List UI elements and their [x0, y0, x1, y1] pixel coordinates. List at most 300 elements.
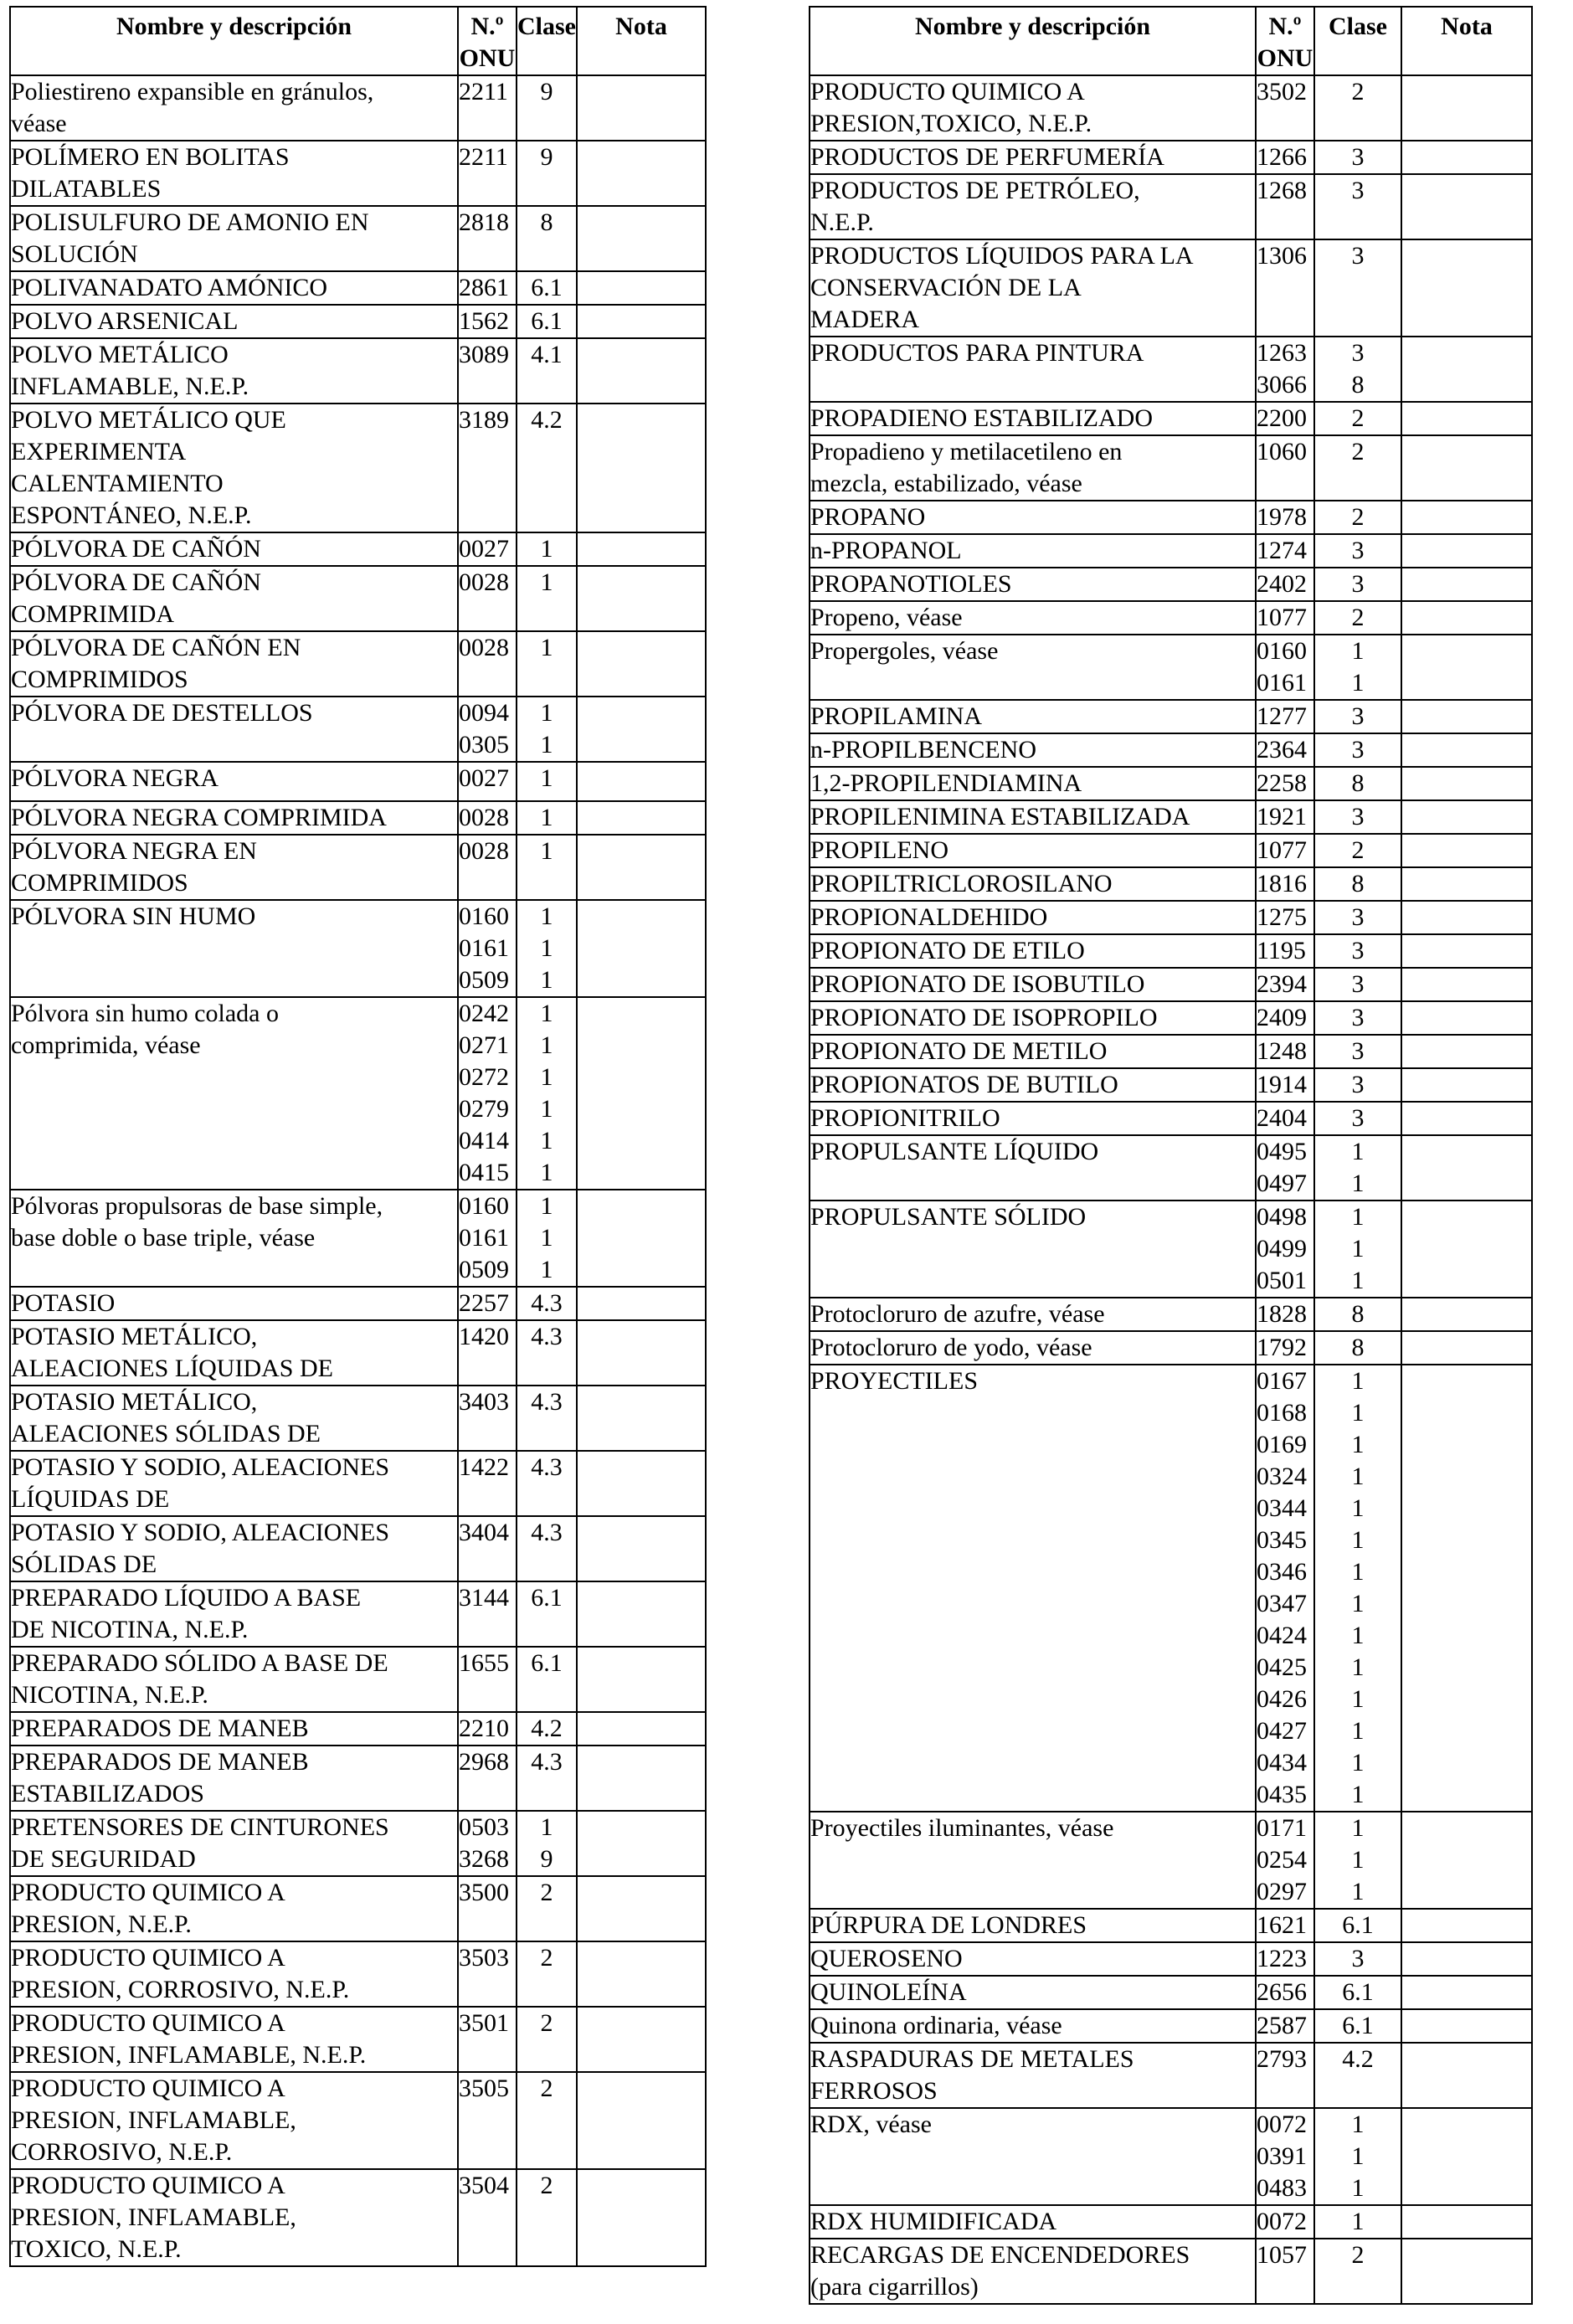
un-number: 1655 — [459, 1649, 509, 1677]
entry-name-cell — [810, 2043, 1256, 2108]
un-number-cell — [458, 1287, 517, 1320]
un-number: 0509 — [459, 966, 509, 994]
note-cell — [1401, 1035, 1532, 1068]
header-un-number: N.º ONU — [458, 7, 517, 75]
note-cell — [1401, 1365, 1532, 1812]
entry-name: PÓLVORA SIN HUMO — [11, 902, 256, 930]
note-cell — [1401, 1331, 1532, 1365]
hazard-class-cell — [517, 566, 577, 631]
hazard-class: 3 — [1351, 1945, 1365, 1972]
un-number: 2258 — [1257, 769, 1307, 797]
hazard-class: 6.1 — [531, 274, 563, 301]
table-row — [10, 271, 706, 305]
hazard-class-cell — [1314, 2108, 1401, 2205]
hazard-class: 1 — [540, 1192, 553, 1220]
hazard-class-cell — [1314, 2239, 1401, 2304]
un-number-cell — [458, 1451, 517, 1516]
note-cell — [1401, 337, 1532, 402]
un-number: 1263 — [1257, 339, 1307, 367]
entry-name: POLIVANADATO AMÓNICO — [11, 274, 328, 301]
hazard-class: 2 — [1351, 78, 1365, 105]
hazard-class: 1 — [1351, 1431, 1365, 1458]
entry-name: POLISULFURO DE AMONIO EN — [11, 208, 369, 236]
entry-name-cell — [810, 1298, 1256, 1331]
hazard-class: 9 — [540, 78, 553, 105]
un-number: 0497 — [1257, 1170, 1307, 1197]
hazard-class-cell — [517, 835, 577, 900]
note-cell — [1401, 1068, 1532, 1102]
un-number: 1277 — [1257, 702, 1307, 730]
hazard-class: 1 — [540, 764, 553, 792]
entry-name: Proyectiles iluminantes, véase — [810, 1814, 1114, 1842]
un-number-cell — [1256, 1365, 1314, 1812]
hazard-class-cell — [1314, 901, 1401, 934]
entry-name: CORROSIVO, N.E.P. — [11, 2138, 233, 2166]
table-row — [10, 1746, 706, 1811]
note-cell — [1401, 2108, 1532, 2205]
note-cell — [577, 305, 706, 338]
note-cell — [1401, 800, 1532, 834]
un-number: 0072 — [1257, 2208, 1307, 2235]
note-cell — [1401, 568, 1532, 601]
entry-name-cell — [10, 404, 458, 532]
entry-name: PROPULSANTE SÓLIDO — [810, 1203, 1087, 1231]
hazard-class: 1 — [1351, 1463, 1365, 1490]
hazard-class-cell — [517, 1320, 577, 1386]
entry-name-cell — [10, 1320, 458, 1386]
entry-name-cell — [10, 2169, 458, 2266]
un-number-cell — [1256, 867, 1314, 901]
hazard-class: 2 — [540, 1944, 553, 1972]
un-number: 0427 — [1257, 1717, 1307, 1745]
un-number: 1562 — [459, 307, 509, 335]
table-row — [810, 1035, 1532, 1068]
table-row — [10, 835, 706, 900]
table-row — [810, 75, 1532, 141]
note-cell — [577, 1811, 706, 1876]
entry-name-cell — [810, 2239, 1256, 2304]
note-cell — [1401, 1201, 1532, 1298]
entry-name: PROPILENO — [810, 836, 949, 864]
entry-name: PROPIONATO DE ETILO — [810, 937, 1085, 964]
note-cell — [1401, 1812, 1532, 1909]
table-row — [810, 800, 1532, 834]
un-number: 1223 — [1257, 1945, 1307, 1972]
un-number-cell — [458, 2169, 517, 2266]
un-number: 1195 — [1257, 937, 1306, 964]
entry-name-cell — [10, 271, 458, 305]
hazard-class-cell — [1314, 1365, 1401, 1812]
note-cell — [1401, 635, 1532, 700]
un-number-cell — [458, 1746, 517, 1811]
entry-name: POLÍMERO EN BOLITAS — [11, 143, 290, 171]
un-number: 3089 — [459, 341, 509, 368]
table-row — [810, 1298, 1532, 1331]
entry-name-cell — [10, 305, 458, 338]
entry-name-cell — [810, 75, 1256, 141]
entry-name: Pólvoras propulsoras de base simple, — [11, 1192, 383, 1220]
entry-name: PRESION, INFLAMABLE, — [11, 2203, 296, 2231]
table-row — [810, 568, 1532, 601]
hazard-class-cell — [517, 1746, 577, 1811]
un-number: 0297 — [1257, 1878, 1307, 1905]
un-number: 0160 — [1257, 637, 1307, 665]
entry-name: PROPIONALDEHIDO — [810, 903, 1048, 931]
note-cell — [577, 631, 706, 697]
entry-name: comprimida, véase — [11, 1031, 201, 1059]
header-un-number: N.º ONU — [1256, 7, 1314, 75]
un-number-cell — [1256, 435, 1314, 501]
entry-name: POLVO ARSENICAL — [11, 307, 239, 335]
table-row — [810, 534, 1532, 568]
note-cell — [577, 1746, 706, 1811]
entry-name: mezcla, estabilizado, véase — [810, 470, 1082, 497]
hazard-class-cell — [1314, 767, 1401, 800]
un-number: 0483 — [1257, 2174, 1307, 2202]
un-number: 1060 — [1257, 438, 1307, 465]
un-number: 0435 — [1257, 1781, 1307, 1808]
entry-name-cell — [10, 2072, 458, 2169]
un-number: 2793 — [1257, 2045, 1307, 2073]
table-row — [10, 697, 706, 762]
un-number-cell — [1256, 767, 1314, 800]
entry-name-cell — [10, 1712, 458, 1746]
entry-name: PRESION, CORROSIVO, N.E.P. — [11, 1976, 350, 2003]
un-number: 1077 — [1257, 836, 1307, 864]
hazard-class: 4.3 — [531, 1519, 563, 1546]
hazard-class: 2 — [1351, 438, 1365, 465]
entry-name: PROPIONATO DE METILO — [810, 1037, 1108, 1065]
entry-name: PÓLVORA DE CAÑÓN — [11, 568, 261, 596]
hazard-class: 1 — [1351, 1685, 1365, 1713]
un-number-cell — [1256, 1976, 1314, 2009]
note-cell — [1401, 700, 1532, 733]
hazard-class: 1 — [540, 731, 553, 758]
table-row — [810, 901, 1532, 934]
entry-name: PRODUCTOS DE PETRÓLEO, — [810, 177, 1140, 204]
entry-name: QUINOLEÍNA — [810, 1978, 967, 2006]
entry-name: Propeno, véase — [810, 604, 963, 631]
un-number: 0272 — [459, 1063, 509, 1091]
entry-name-cell — [810, 1201, 1256, 1298]
un-number: 1420 — [459, 1323, 509, 1350]
hazard-class: 6.1 — [531, 1649, 563, 1677]
un-number-cell — [458, 1647, 517, 1712]
un-number: 0242 — [459, 1000, 509, 1027]
entry-name-cell — [10, 206, 458, 271]
hazard-class: 3 — [1351, 1037, 1365, 1065]
entry-name: 1,2-PROPILENDIAMINA — [810, 769, 1082, 797]
note-cell — [1401, 934, 1532, 968]
un-number: 1274 — [1257, 537, 1307, 564]
entry-name: Protocloruro de yodo, véase — [810, 1334, 1092, 1361]
hazard-class-cell — [1314, 2043, 1401, 2108]
hazard-class: 1 — [540, 568, 553, 596]
hazard-class-cell — [517, 801, 577, 835]
un-number: 0161 — [459, 1224, 509, 1252]
table-row — [810, 700, 1532, 733]
table-row — [10, 762, 706, 801]
un-number-cell — [458, 697, 517, 762]
entry-name: COMPRIMIDOS — [11, 666, 188, 693]
entry-name: PREPARADO LÍQUIDO A BASE — [11, 1584, 362, 1612]
hazard-class: 1 — [540, 1159, 553, 1186]
entry-name: POLVO METÁLICO — [11, 341, 229, 368]
table-row — [810, 141, 1532, 174]
table-row — [810, 2205, 1532, 2239]
hazard-class-cell — [517, 1516, 577, 1581]
note-cell — [577, 1190, 706, 1287]
entry-name-cell — [10, 631, 458, 697]
hazard-class: 1 — [540, 1063, 553, 1091]
hazard-class: 3 — [1351, 1104, 1365, 1132]
entry-name: COMPRIMIDA — [11, 600, 175, 628]
entry-name-cell — [10, 2007, 458, 2072]
entry-name-cell — [10, 1581, 458, 1647]
un-number: 1057 — [1257, 2241, 1307, 2269]
hazard-class: 1 — [1351, 1526, 1365, 1554]
note-cell — [577, 697, 706, 762]
table-row — [810, 2239, 1532, 2304]
hazard-class: 1 — [1351, 1138, 1365, 1165]
hazard-class: 2 — [540, 2009, 553, 2037]
note-cell — [577, 271, 706, 305]
entry-name-cell — [810, 1331, 1256, 1365]
hazard-class: 6.1 — [531, 1584, 563, 1612]
note-cell — [577, 338, 706, 404]
hazard-class: 1 — [1351, 1399, 1365, 1427]
entry-name: FERROSOS — [810, 2077, 938, 2105]
note-cell — [1401, 2043, 1532, 2108]
un-number: 3403 — [459, 1388, 509, 1416]
entry-name: PROPIONATOS DE BUTILO — [810, 1071, 1118, 1098]
un-number: 0072 — [1257, 2111, 1307, 2138]
un-number: 2211 — [459, 143, 508, 171]
un-number: 1266 — [1257, 143, 1307, 171]
entry-name: Propadieno y metilacetileno en — [810, 438, 1123, 465]
entry-name: POTASIO Y SODIO, ALEACIONES — [11, 1519, 390, 1546]
table-row — [810, 934, 1532, 968]
un-number: 0434 — [1257, 1749, 1307, 1776]
un-number-cell — [458, 404, 517, 532]
entry-name: INFLAMABLE, N.E.P. — [11, 373, 249, 400]
table-row — [10, 206, 706, 271]
un-number: 0271 — [459, 1031, 509, 1059]
hazard-class: 3 — [1351, 903, 1365, 931]
hazard-class: 4.2 — [1342, 2045, 1374, 2073]
hazard-class-cell — [1314, 1909, 1401, 1942]
hazard-class: 1 — [1351, 2208, 1365, 2235]
note-cell — [1401, 834, 1532, 867]
table-row — [10, 900, 706, 997]
entry-name: (para cigarrillos) — [810, 2273, 979, 2301]
table-row — [10, 1811, 706, 1876]
entry-name: RDX, véase — [810, 2111, 932, 2138]
hazard-class: 1 — [1351, 637, 1365, 665]
note-cell — [577, 1647, 706, 1712]
entry-name: COMPRIMIDOS — [11, 869, 188, 897]
un-number-cell — [458, 1190, 517, 1287]
hazard-class: 1 — [1351, 1367, 1365, 1395]
note-cell — [1401, 867, 1532, 901]
hazard-class: 3 — [1351, 1071, 1365, 1098]
hazard-class: 8 — [540, 208, 553, 236]
hazard-class: 1 — [1351, 669, 1365, 697]
entry-name: RDX HUMIDIFICADA — [810, 2208, 1057, 2235]
hazard-class: 1 — [1351, 1622, 1365, 1649]
entry-name-cell — [810, 1001, 1256, 1035]
un-number-cell — [1256, 239, 1314, 337]
entry-name: PREPARADOS DE MANEB — [11, 1748, 309, 1776]
table-row — [10, 1320, 706, 1386]
header-row — [810, 7, 1532, 75]
un-number: 0345 — [1257, 1526, 1307, 1554]
table-row — [810, 635, 1532, 700]
hazard-class-cell — [1314, 435, 1401, 501]
un-number: 0094 — [459, 699, 509, 727]
entry-name-cell — [10, 1746, 458, 1811]
hazard-class: 1 — [1351, 2174, 1365, 2202]
entry-name: PRODUCTOS PARA PINTURA — [810, 339, 1144, 367]
table-row — [810, 601, 1532, 635]
un-number: 2210 — [459, 1715, 509, 1742]
table-row — [810, 1135, 1532, 1201]
hazard-class: 1 — [1351, 1717, 1365, 1745]
table-row — [810, 2108, 1532, 2205]
hazard-class-cell — [1314, 337, 1401, 402]
hazard-class-cell — [1314, 1298, 1401, 1331]
hazard-class: 8 — [1351, 769, 1365, 797]
entry-name: Protocloruro de azufre, véase — [810, 1300, 1105, 1328]
un-number-cell — [1256, 1812, 1314, 1909]
table-row — [810, 968, 1532, 1001]
entry-name: PRODUCTO QUIMICO A — [11, 2075, 285, 2102]
un-number: 0167 — [1257, 1367, 1307, 1395]
hazard-class: 2 — [1351, 2241, 1365, 2269]
un-number: 0501 — [1257, 1267, 1307, 1294]
un-number: 2409 — [1257, 1004, 1307, 1031]
hazard-class-cell — [1314, 700, 1401, 733]
un-number-cell — [458, 1386, 517, 1451]
hazard-class: 1 — [1351, 1494, 1365, 1522]
table-row — [810, 1102, 1532, 1135]
hazard-class-cell — [1314, 2009, 1401, 2043]
un-number: 3500 — [459, 1879, 509, 1906]
note-cell — [1401, 1976, 1532, 2009]
un-number-cell — [1256, 601, 1314, 635]
table-row — [10, 305, 706, 338]
hazard-class-cell — [1314, 1102, 1401, 1135]
un-number-cell — [458, 835, 517, 900]
un-number: 0027 — [459, 764, 509, 792]
entry-name-cell — [810, 733, 1256, 767]
header-note: Nota — [577, 7, 706, 75]
hazard-class-cell — [517, 631, 577, 697]
entry-name: n-PROPANOL — [810, 537, 962, 564]
table-row — [10, 1287, 706, 1320]
un-number-cell — [1256, 800, 1314, 834]
un-number-cell — [458, 1941, 517, 2007]
note-cell — [1401, 2009, 1532, 2043]
entry-name-cell — [10, 1811, 458, 1876]
entry-name: PRODUCTOS LÍQUIDOS PARA LA — [810, 242, 1194, 270]
note-cell — [577, 1516, 706, 1581]
hazard-class: 6.1 — [1342, 1911, 1374, 1939]
hazard-class-cell — [517, 1581, 577, 1647]
un-number: 1914 — [1257, 1071, 1307, 1098]
un-number-cell — [458, 2007, 517, 2072]
table-row — [10, 1876, 706, 1941]
table-row — [810, 1942, 1532, 1976]
table-row — [10, 1941, 706, 2007]
table-row — [810, 2043, 1532, 2108]
hazard-class-cell — [1314, 1976, 1401, 2009]
hazard-class: 1 — [1351, 2142, 1365, 2170]
entry-name-cell — [10, 532, 458, 566]
note-cell — [1401, 1942, 1532, 1976]
un-number: 2404 — [1257, 1104, 1307, 1132]
note-cell — [577, 801, 706, 835]
un-number: 3404 — [459, 1519, 509, 1546]
un-number: 0027 — [459, 535, 509, 563]
un-number-cell — [1256, 1331, 1314, 1365]
hazard-class-cell — [517, 532, 577, 566]
entry-name-cell — [810, 867, 1256, 901]
hazard-class: 2 — [1351, 404, 1365, 432]
hazard-class: 2 — [540, 1879, 553, 1906]
hazard-class: 1 — [1351, 1814, 1365, 1842]
un-number: 1306 — [1257, 242, 1307, 270]
un-number: 3066 — [1257, 371, 1307, 398]
hazard-class: 3 — [1351, 1004, 1365, 1031]
entry-name-cell — [810, 239, 1256, 337]
un-number-cell — [458, 1876, 517, 1941]
hazard-class-cell — [517, 1190, 577, 1287]
note-cell — [1401, 239, 1532, 337]
hazard-class: 1 — [540, 1256, 553, 1283]
un-number-cell — [1256, 934, 1314, 968]
hazard-class-cell — [517, 1876, 577, 1941]
hazard-class-cell — [1314, 141, 1401, 174]
entry-name: PROPIONITRILO — [810, 1104, 1000, 1132]
hazard-class: 6.1 — [1342, 1978, 1374, 2006]
entry-name: PRODUCTO QUIMICO A — [810, 78, 1085, 105]
un-number-cell — [1256, 534, 1314, 568]
entry-name: PRESION, INFLAMABLE, — [11, 2106, 296, 2134]
entry-name: PRESION,TOXICO, N.E.P. — [810, 110, 1092, 137]
note-cell — [1401, 174, 1532, 239]
entry-name-cell — [10, 1516, 458, 1581]
entry-name: PROPIONATO DE ISOBUTILO — [810, 970, 1145, 998]
table-row — [10, 404, 706, 532]
un-number-cell — [1256, 141, 1314, 174]
un-number: 0424 — [1257, 1622, 1307, 1649]
entry-name: Propergoles, véase — [810, 637, 999, 665]
un-number: 1275 — [1257, 903, 1307, 931]
table-row — [10, 566, 706, 631]
hazard-class: 1 — [540, 902, 553, 930]
hazard-class: 4.3 — [531, 1323, 563, 1350]
un-number: 0499 — [1257, 1235, 1307, 1262]
entry-name-cell — [10, 1647, 458, 1712]
un-number: 0324 — [1257, 1463, 1307, 1490]
table-row — [810, 337, 1532, 402]
un-number-cell — [458, 900, 517, 997]
un-number: 1077 — [1257, 604, 1307, 631]
hazard-class-cell — [1314, 534, 1401, 568]
un-number-cell — [458, 1320, 517, 1386]
un-number-cell — [458, 271, 517, 305]
